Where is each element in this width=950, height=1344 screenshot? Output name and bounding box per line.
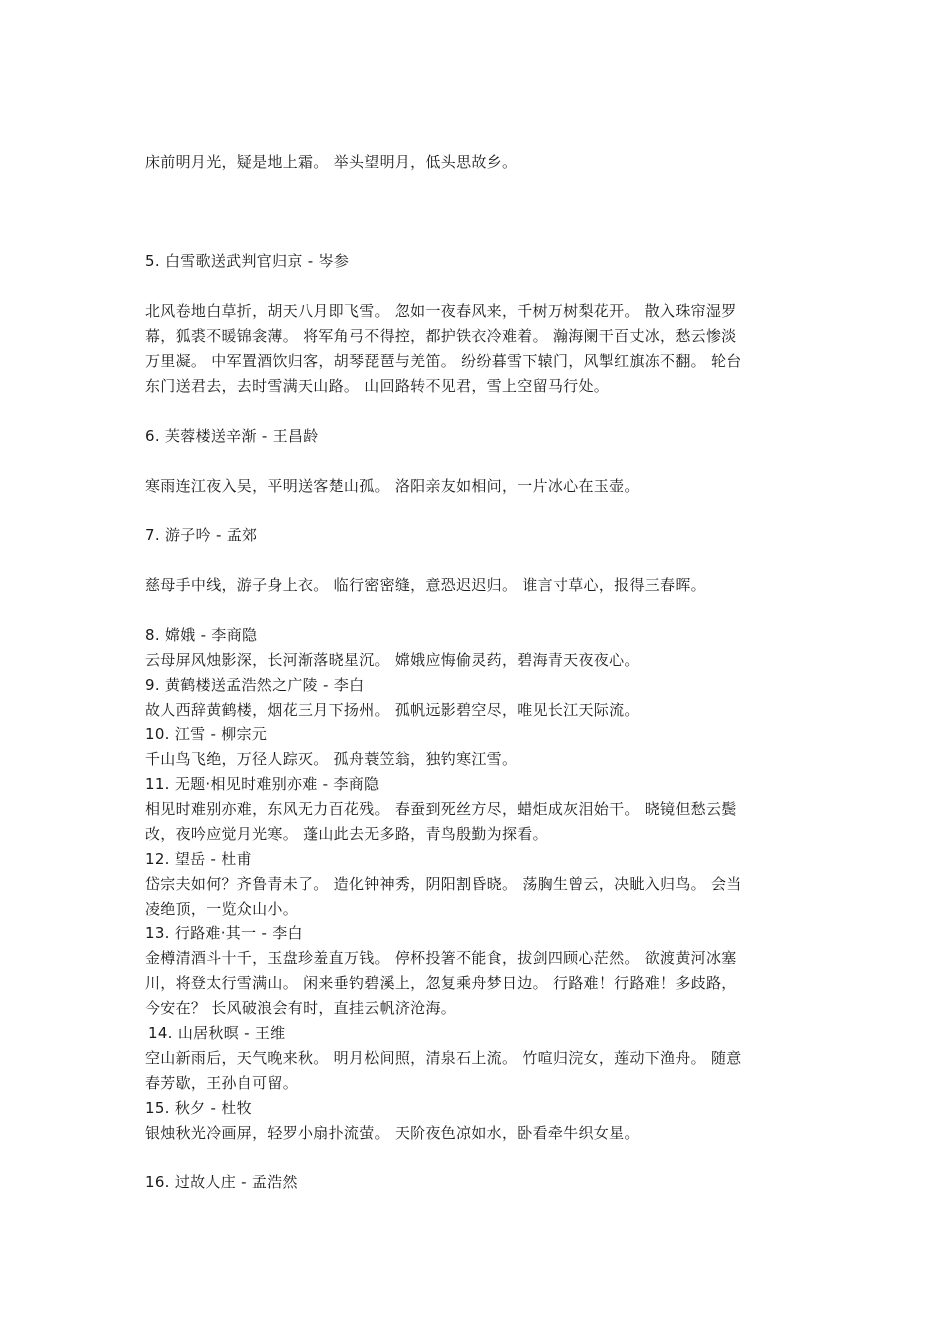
poem-text-line: 凌绝顶，一览众山小。 xyxy=(145,900,299,918)
poem-text-line: 改，夜吟应觉月光寒。 蓬山此去无多路，青鸟殷勤为探看。 xyxy=(145,825,548,843)
poem-heading: 13. 行路难·其一 - 李白 xyxy=(145,924,303,942)
poem-heading: 9. 黄鹤楼送孟浩然之广陵 - 李白 xyxy=(145,676,365,694)
poem-text-line: 千山鸟飞绝，万径人踪灭。 孤舟蓑笠翁，独钓寒江雪。 xyxy=(145,750,518,768)
poem-text-line: 云母屏风烛影深，长河渐落晓星沉。 嫦娥应悔偷灵药，碧海青天夜夜心。 xyxy=(145,651,640,669)
poem-text-line: 岱宗夫如何？齐鲁青未了。 造化钟神秀，阴阳割昏晓。 荡胸生曾云，决眦入归鸟。 会当 xyxy=(145,875,742,893)
poem-text-line: 今安在？ 长风破浪会有时，直挂云帆济沧海。 xyxy=(145,999,457,1017)
poem-heading: 5. 白雪歌送武判官归京 - 岑参 xyxy=(145,252,350,270)
poem-text-line: 故人西辞黄鹤楼，烟花三月下扬州。 孤帆远影碧空尽，唯见长江天际流。 xyxy=(145,701,640,719)
poem-text-line: 万里凝。 中军置酒饮归客，胡琴琵琶与羌笛。 纷纷暮雪下辕门，风掣红旗冻不翻。 轮台 xyxy=(145,352,742,370)
poem-heading: 16. 过故人庄 - 孟浩然 xyxy=(145,1173,298,1191)
poem-text-line: 相见时难别亦难，东风无力百花残。 春蚕到死丝方尽，蜡炬成灰泪始干。 晓镜但愁云鬓 xyxy=(145,800,737,818)
poem-text-line: 东门送君去，去时雪满天山路。 山回路转不见君，雪上空留马行处。 xyxy=(145,377,610,395)
poem-heading: 15. 秋夕 - 杜牧 xyxy=(145,1099,252,1117)
poem-text-line: 寒雨连江夜入吴，平明送客楚山孤。 洛阳亲友如相问，一片冰心在玉壶。 xyxy=(145,477,640,495)
poem-text-line: 川，将登太行雪满山。 闲来垂钓碧溪上，忽复乘舟梦日边。 行路难！行路难！多歧路， xyxy=(145,974,737,992)
poem-heading: 14. 山居秋暝 - 王维 xyxy=(148,1024,286,1042)
poem-text-line: 床前明月光，疑是地上霜。 举头望明月，低头思故乡。 xyxy=(145,153,518,171)
poem-text-line: 北风卷地白草折，胡天八月即飞雪。 忽如一夜春风来，千树万树梨花开。 散入珠帘湿罗 xyxy=(145,302,737,320)
poem-text-line: 银烛秋光冷画屏，轻罗小扇扑流萤。 天阶夜色凉如水，卧看牵牛织女星。 xyxy=(145,1124,640,1142)
poem-heading: 8. 嫦娥 - 李商隐 xyxy=(145,626,258,644)
poem-heading: 10. 江雪 - 柳宗元 xyxy=(145,725,268,743)
poem-heading: 11. 无题·相见时难别亦难 - 李商隐 xyxy=(145,775,380,793)
poem-text-line: 空山新雨后，天气晚来秋。 明月松间照，清泉石上流。 竹喧归浣女，莲动下渔舟。 随意 xyxy=(145,1049,742,1067)
poem-heading: 6. 芙蓉楼送辛渐 - 王昌龄 xyxy=(145,427,319,445)
poem-text-line: 金樽清酒斗十千，玉盘珍羞直万钱。 停杯投箸不能食，拔剑四顾心茫然。 欲渡黄河冰塞 xyxy=(145,949,737,967)
poem-heading: 12. 望岳 - 杜甫 xyxy=(145,850,252,868)
poem-heading: 7. 游子吟 - 孟郊 xyxy=(145,526,258,544)
poem-text-line: 春芳歇，王孙自可留。 xyxy=(145,1074,299,1092)
poem-text-line: 幕，狐裘不暖锦衾薄。 将军角弓不得控，都护铁衣冷难着。 瀚海阑干百丈冰，愁云惨淡 xyxy=(145,327,737,345)
poem-text-line: 慈母手中线，游子身上衣。 临行密密缝，意恐迟迟归。 谁言寸草心，报得三春晖。 xyxy=(145,576,706,594)
